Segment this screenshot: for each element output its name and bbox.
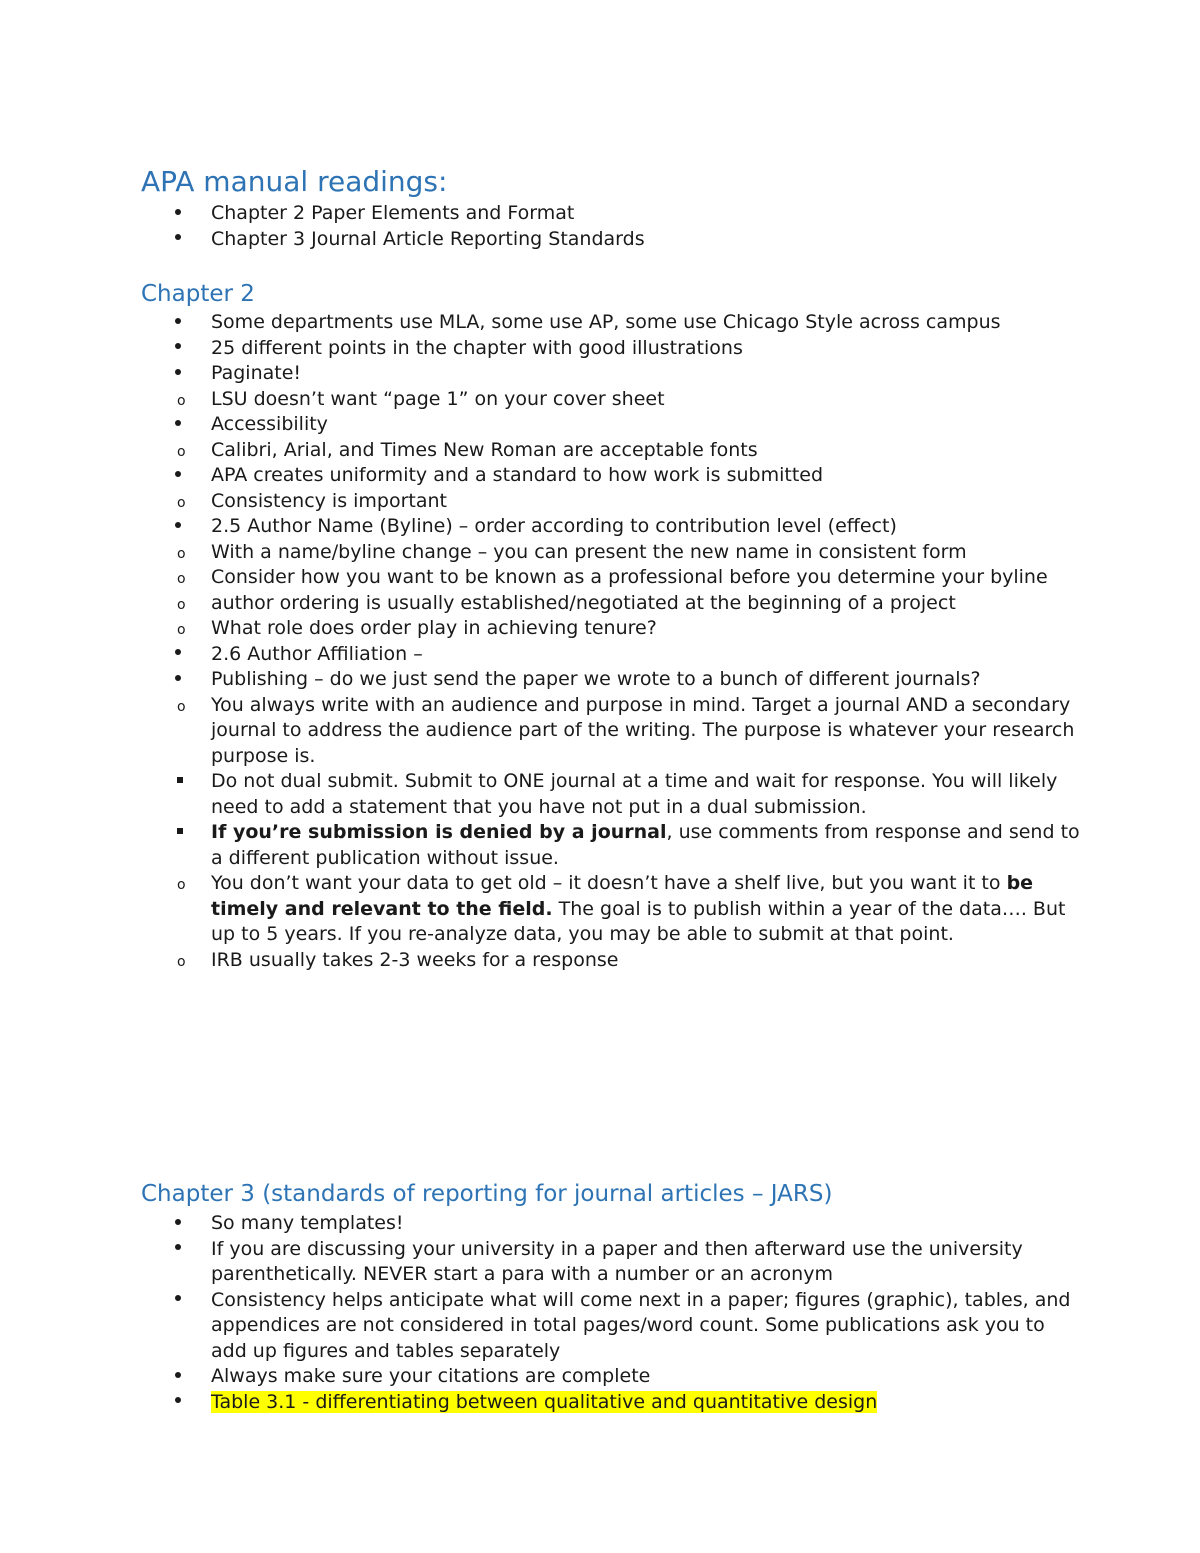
bullet-icon xyxy=(173,642,183,668)
sub-bullet-icon: o xyxy=(177,877,186,893)
list-item: Some departments use MLA, some use AP, some use Chicago Style across campus xyxy=(211,310,1081,336)
sub-bullet-icon: o xyxy=(177,596,186,613)
bullet-icon xyxy=(173,310,183,336)
list-item: If you are discussing your university in a paper and then afterward use the university parenthetically. NEVER start a para with a number or an acronym xyxy=(211,1237,1081,1288)
list-item xyxy=(211,1390,1081,1416)
bullet-icon xyxy=(173,1390,183,1416)
list-item: 25 different points in the chapter with good illustrations xyxy=(211,336,1081,362)
list-item: Paginate! o LSU doesn’t want “page 1” on your cover sheet xyxy=(211,361,1081,412)
highlighted-text: Table 3.1 - differentiating between qualitative and quantitative design xyxy=(211,1390,878,1413)
sub-sub-list xyxy=(211,769,1081,871)
sub-list xyxy=(177,489,1081,515)
bullet-icon xyxy=(173,201,183,227)
bullet-icon xyxy=(173,514,183,540)
list-item: o IRB usually takes 2-3 weeks for a response xyxy=(211,948,1081,974)
list-item: o What role does order play in achieving tenure? xyxy=(211,616,1081,642)
list-item: o Consistency is important xyxy=(211,489,1081,515)
sub-bullet-icon: o xyxy=(177,494,186,511)
sub-list xyxy=(177,438,1081,464)
list-item: Consistency helps anticipate what will come next in a paper; figures (graphic), tables, and appendices are not considered in total pages/word count. Some publications ask you to add up figures and tables separately xyxy=(211,1288,1081,1365)
bullet-icon xyxy=(173,463,183,489)
sub-bullet-icon: o xyxy=(177,545,186,562)
readings-list xyxy=(211,201,1081,252)
bullet-icon xyxy=(173,1288,183,1314)
chapter3-list xyxy=(211,1211,1081,1415)
chapter2-list xyxy=(177,310,1081,973)
sub-bullet-icon: o xyxy=(177,622,186,638)
list-item: o Consider how you want to be known as a professional before you determine your byline xyxy=(211,565,1081,591)
sub-bullet-icon: o xyxy=(177,953,186,970)
bullet-icon xyxy=(173,336,183,362)
sub-bullet-icon: o xyxy=(177,571,186,587)
list-item: o Calibri, Arial, and Times New Roman are acceptable fonts xyxy=(211,438,1081,464)
sub-bullet-icon: o xyxy=(177,392,186,409)
list-item: Chapter 2 Paper Elements and Format xyxy=(211,201,1081,227)
list-item: 2.6 Author Affiliation – xyxy=(211,642,1081,668)
list-item: Publishing – do we just send the paper we wrote to a bunch of different journals? o You always write with an audience and purpose in mind. Target a journal AND a secondary journal to address the audience part of the writing. The purpose is whatever your research purpose is. Do not dual submit. Submit to ONE journal at a time and wait for response. You will likely need to add a statement that you have not put in a dual submission. If you’re submission is denied by a journal, use comments from response and send to a different publication without issue. o You don’t want your data to get old – it doesn’t have a shelf live, but you want it to be timely and relevant to the field. The goal is to publish within a year of the data…. But up to 5 years. If you re-analyze data, you may be able to submit at that point. o IRB usually takes 2-3 weeks for a response xyxy=(211,667,1081,973)
sub-list xyxy=(177,387,1081,413)
bullet-icon xyxy=(173,667,183,693)
bullet-icon xyxy=(173,1237,183,1263)
list-item: If you’re submission is denied by a journal, use comments from response and send to a different publication without issue. xyxy=(211,820,1081,871)
square-bullet-icon xyxy=(177,769,183,795)
list-item: APA creates uniformity and a standard to how work is submitted o Consistency is important xyxy=(211,463,1081,514)
sub-list xyxy=(177,540,1081,642)
list-item: o LSU doesn’t want “page 1” on your cover sheet xyxy=(211,387,1081,413)
list-item: So many templates! xyxy=(211,1211,1081,1237)
list-item: 2.5 Author Name (Byline) – order according to contribution level (effect) o With a name/byline change – you can present the new name in consistent form o Consider how you want to be known as a professional before you determine your byline o author ordering is usually established/negotiated at the beginning of a project o What role does order play in achieving tenure? xyxy=(211,514,1081,642)
list-item: o You don’t want your data to get old – it doesn’t have a shelf live, but you want it to be timely and relevant to the field. The goal is to publish within a year of the data…. But up to 5 years. If you re-analyze data, you may be able to submit at that point. xyxy=(177,872,1066,945)
list-item: o You always write with an audience and purpose in mind. Target a journal AND a secondary journal to address the audience part of the writing. The purpose is whatever your research purpose is. Do not dual submit. Submit to ONE journal at a time and wait for response. You will likely need to add a statement that you have not put in a dual submission. If you’re submission is denied by a journal, use comments from response and send to a different publication without issue. xyxy=(211,693,1081,872)
list-item: o author ordering is usually established/negotiated at the beginning of a project xyxy=(211,591,1081,617)
chapter3-heading: Chapter 3 (standards of reporting for journal articles – JARS) xyxy=(141,1181,833,1207)
list-item: Accessibility o Calibri, Arial, and Times New Roman are acceptable fonts xyxy=(211,412,1081,463)
list-item: Chapter 3 Journal Article Reporting Standards xyxy=(211,227,1081,253)
chapter2-heading: Chapter 2 xyxy=(141,281,255,307)
bullet-icon xyxy=(173,227,183,253)
sub-bullet-icon: o xyxy=(177,698,186,715)
sub-list xyxy=(177,693,1081,974)
bullet-icon xyxy=(173,412,183,438)
sub-bullet-icon: o xyxy=(177,443,186,460)
square-bullet-icon xyxy=(177,820,183,846)
list-item: Always make sure your citations are complete xyxy=(211,1364,1081,1390)
list-item: o With a name/byline change – you can present the new name in consistent form xyxy=(211,540,1081,566)
main-heading: APA manual readings: xyxy=(141,165,448,198)
list-item: Do not dual submit. Submit to ONE journal at a time and wait for response. You will likely need to add a statement that you have not put in a dual submission. xyxy=(211,769,1081,820)
bullet-icon xyxy=(173,1364,183,1390)
bullet-icon xyxy=(173,1211,183,1237)
bullet-icon xyxy=(173,361,183,387)
